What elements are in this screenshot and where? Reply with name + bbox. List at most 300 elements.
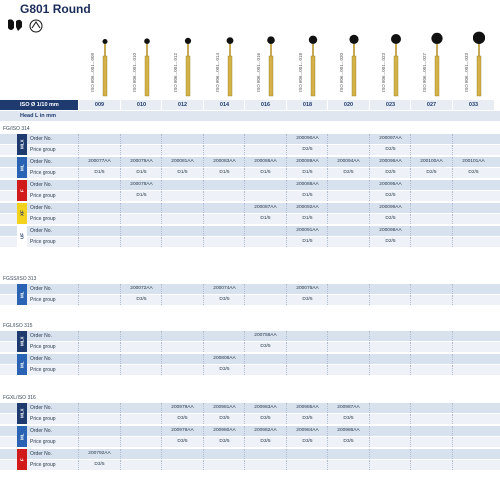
- table-cell: [244, 237, 286, 247]
- table-cell: [78, 226, 120, 236]
- table-cell: D3/5: [161, 437, 203, 447]
- iso-code-label: ISO 806...001...018: [298, 52, 303, 92]
- table-cell: [410, 180, 452, 190]
- table-cell: [78, 354, 120, 364]
- icon-bar: [6, 18, 66, 34]
- table-cell: [161, 145, 203, 155]
- iso-size-row: [0, 100, 500, 110]
- table-cell: [203, 214, 245, 224]
- row-label: Order No.: [30, 136, 52, 142]
- iso-size-033: 033: [452, 100, 494, 110]
- table-cell: [452, 134, 494, 144]
- table-cell: 200087AA: [244, 203, 286, 213]
- table-cell: 200088AA: [286, 180, 328, 190]
- table-cell: [410, 134, 452, 144]
- table-cell: [410, 295, 452, 305]
- table-cell: [120, 145, 162, 155]
- table-cell: [452, 403, 494, 413]
- table-cell: [120, 342, 162, 352]
- table-cell: 200099AA: [369, 203, 411, 213]
- table-cell: [452, 237, 494, 247]
- table-cell: [120, 365, 162, 375]
- table-row: [0, 214, 500, 224]
- table-cell: 200086AA: [244, 157, 286, 167]
- table-cell: [78, 414, 120, 424]
- row-label: Price group: [30, 462, 56, 468]
- table-cell: 200098AA: [369, 226, 411, 236]
- table-cell: [410, 191, 452, 201]
- table-cell: D2/5: [369, 237, 411, 247]
- table-cell: [78, 134, 120, 144]
- table-cell: [161, 203, 203, 213]
- bur-illustration-020: [348, 26, 360, 98]
- table-row: [0, 414, 500, 424]
- table-cell: 200074AA: [203, 284, 245, 294]
- table-cell: D3/5: [203, 365, 245, 375]
- table-cell: D3/5: [327, 437, 369, 447]
- row-label: Price group: [30, 416, 56, 422]
- table-cell: [244, 226, 286, 236]
- bur-illustration-027: [431, 26, 443, 98]
- table-cell: 200978AA: [161, 426, 203, 436]
- table-cell: [161, 214, 203, 224]
- table-cell: D3/5: [286, 295, 328, 305]
- table-cell: [410, 226, 452, 236]
- table-cell: [286, 365, 328, 375]
- table-cell: [203, 226, 245, 236]
- table-cell: 200097AA: [369, 134, 411, 144]
- table-cell: [410, 237, 452, 247]
- table-cell: [120, 460, 162, 470]
- table-cell: [369, 426, 411, 436]
- table-cell: [203, 449, 245, 459]
- table-cell: [327, 365, 369, 375]
- table-cell: [327, 284, 369, 294]
- table-cell: D2/5: [410, 168, 452, 178]
- table-cell: 200981AA: [203, 403, 245, 413]
- table-cell: 200077AA: [78, 157, 120, 167]
- table-cell: 200076AA: [286, 284, 328, 294]
- table-cell: [369, 403, 411, 413]
- table-cell: [452, 180, 494, 190]
- row-label: Order No.: [30, 182, 52, 188]
- table-cell: D1/5: [161, 168, 203, 178]
- table-cell: [78, 426, 120, 436]
- bur-illustration-018: [307, 26, 319, 98]
- table-cell: [244, 354, 286, 364]
- grit-tag: ML: [17, 157, 27, 178]
- table-row: [0, 331, 500, 341]
- table-cell: [369, 449, 411, 459]
- row-label: Price group: [30, 170, 56, 176]
- table-cell: 200980AA: [203, 426, 245, 436]
- table-cell: [203, 331, 245, 341]
- row-label: Order No.: [30, 159, 52, 165]
- table-cell: [369, 295, 411, 305]
- table-cell: 200081AA: [161, 157, 203, 167]
- table-cell: D2/5: [369, 168, 411, 178]
- table-cell: [161, 134, 203, 144]
- table-row: [0, 134, 500, 144]
- iso-size-023: 023: [369, 100, 411, 110]
- table-cell: [161, 449, 203, 459]
- table-row: [0, 295, 500, 305]
- table-cell: D3/5: [203, 414, 245, 424]
- table-cell: [452, 145, 494, 155]
- bur-illustration-016: [265, 26, 277, 98]
- table-row: [0, 284, 500, 294]
- table-cell: [203, 191, 245, 201]
- table-cell: [120, 214, 162, 224]
- table-cell: D3/5: [161, 414, 203, 424]
- table-cell: [203, 134, 245, 144]
- table-cell: [410, 460, 452, 470]
- table-row: [0, 365, 500, 375]
- iso-size-012: 012: [161, 100, 203, 110]
- table-row: [0, 403, 500, 413]
- grit-tag: F: [17, 449, 27, 470]
- table-cell: D3/5: [203, 437, 245, 447]
- table-cell: [78, 284, 120, 294]
- table-cell: [327, 449, 369, 459]
- table-cell: [244, 365, 286, 375]
- table-cell: 200094AA: [327, 157, 369, 167]
- table-cell: [161, 342, 203, 352]
- table-cell: [452, 226, 494, 236]
- row-label: Price group: [30, 216, 56, 222]
- table-cell: D3/5: [203, 295, 245, 305]
- table-cell: [161, 180, 203, 190]
- table-cell: D1/5: [286, 168, 328, 178]
- table-cell: [244, 284, 286, 294]
- table-cell: 200982AA: [244, 426, 286, 436]
- table-row: [0, 237, 500, 247]
- iso-size-020: 020: [327, 100, 369, 110]
- table-cell: [369, 354, 411, 364]
- page-title: [20, 2, 91, 16]
- table-cell: [369, 342, 411, 352]
- row-label: Price group: [30, 439, 56, 445]
- table-cell: D2/5: [452, 168, 494, 178]
- row-label: Price group: [30, 344, 56, 350]
- table-cell: [120, 403, 162, 413]
- table-row: [0, 449, 500, 459]
- table-cell: D3/5: [286, 437, 328, 447]
- table-cell: D2/5: [369, 191, 411, 201]
- table-cell: D3/5: [286, 414, 328, 424]
- table-cell: [369, 365, 411, 375]
- grit-tag: ML: [17, 354, 27, 375]
- table-cell: 200979AA: [161, 403, 203, 413]
- table-row: [0, 157, 500, 167]
- table-cell: [410, 342, 452, 352]
- iso-code-label: ISO 806...001...014: [215, 52, 220, 92]
- table-cell: [452, 460, 494, 470]
- table-cell: [369, 331, 411, 341]
- iso-code-label: ISO 806...001...033: [464, 52, 469, 92]
- table-cell: [452, 284, 494, 294]
- table-row: [0, 168, 500, 178]
- table-cell: [120, 331, 162, 341]
- table-cell: D3/5: [244, 414, 286, 424]
- table-cell: [286, 354, 328, 364]
- table-cell: [452, 191, 494, 201]
- grit-tag: F: [17, 180, 27, 201]
- table-cell: [120, 426, 162, 436]
- table-cell: [120, 354, 162, 364]
- iso-size-016: 016: [244, 100, 286, 110]
- table-cell: [244, 449, 286, 459]
- table-cell: [410, 354, 452, 364]
- table-cell: [452, 426, 494, 436]
- table-cell: D1/5: [120, 168, 162, 178]
- table-cell: [410, 426, 452, 436]
- table-cell: 200090AA: [286, 134, 328, 144]
- bur-illustration-033: [473, 26, 485, 98]
- table-cell: [369, 414, 411, 424]
- table-cell: [410, 331, 452, 341]
- section-label: FGSS/ISO 313: [3, 276, 37, 282]
- table-cell: D1/5: [120, 191, 162, 201]
- table-cell: [244, 145, 286, 155]
- table-cell: 200808AA: [203, 354, 245, 364]
- table-cell: D1/5: [286, 214, 328, 224]
- table-cell: [452, 331, 494, 341]
- iso-code-label: ISO 806...001...023: [381, 52, 386, 92]
- table-cell: D2/5: [369, 214, 411, 224]
- table-cell: [244, 191, 286, 201]
- table-cell: [120, 226, 162, 236]
- table-cell: [120, 414, 162, 424]
- table-cell: [161, 365, 203, 375]
- table-cell: [78, 237, 120, 247]
- table-cell: [203, 180, 245, 190]
- bur-illustration-012: [182, 26, 194, 98]
- table-cell: [410, 145, 452, 155]
- table-cell: [161, 226, 203, 236]
- table-cell: [161, 354, 203, 364]
- table-cell: 200101AA: [452, 157, 494, 167]
- table-cell: [410, 414, 452, 424]
- table-cell: [369, 437, 411, 447]
- iso-size-009: 009: [78, 100, 120, 110]
- table-cell: 200079AA: [120, 157, 162, 167]
- table-cell: [410, 449, 452, 459]
- table-row: [0, 342, 500, 352]
- table-cell: [369, 284, 411, 294]
- table-cell: 200100AA: [410, 157, 452, 167]
- iso-code-label: ISO 806...001...010: [132, 52, 137, 92]
- table-cell: [244, 134, 286, 144]
- iso-size-010: 010: [120, 100, 162, 110]
- table-cell: [452, 354, 494, 364]
- table-cell: [244, 460, 286, 470]
- section-label: FGXL/ISO 316: [3, 395, 36, 401]
- table-cell: [410, 214, 452, 224]
- table-cell: 200072AA: [120, 284, 162, 294]
- row-label: Order No.: [30, 451, 52, 457]
- section-label: FGL/ISO 315: [3, 323, 33, 329]
- table-cell: [452, 437, 494, 447]
- table-cell: [78, 145, 120, 155]
- table-cell: 200983AA: [244, 403, 286, 413]
- table-cell: D1/5: [78, 168, 120, 178]
- grit-tag: XF: [17, 203, 27, 224]
- table-cell: 200987AA: [327, 403, 369, 413]
- iso-code-label: ISO 806...001...020: [339, 52, 344, 92]
- table-row: [0, 203, 500, 213]
- table-cell: [286, 342, 328, 352]
- row-label: Order No.: [30, 228, 52, 234]
- table-cell: [120, 134, 162, 144]
- table-cell: [78, 437, 120, 447]
- grit-tag: MLX: [17, 331, 27, 352]
- table-cell: [327, 214, 369, 224]
- iso-code-label: ISO 806...001...016: [256, 52, 261, 92]
- table-cell: [161, 331, 203, 341]
- table-cell: [327, 354, 369, 364]
- table-cell: [78, 214, 120, 224]
- table-cell: [78, 203, 120, 213]
- table-cell: [203, 342, 245, 352]
- table-cell: [327, 295, 369, 305]
- row-label: Order No.: [30, 356, 52, 362]
- table-cell: D2/5: [369, 145, 411, 155]
- table-cell: [78, 342, 120, 352]
- table-cell: 200078AA: [120, 180, 162, 190]
- table-cell: D1/5: [286, 191, 328, 201]
- table-cell: [327, 226, 369, 236]
- table-cell: [452, 214, 494, 224]
- table-cell: [452, 342, 494, 352]
- bur-illustration-023: [390, 26, 402, 98]
- table-cell: [327, 342, 369, 352]
- table-cell: [286, 449, 328, 459]
- table-cell: 200984AA: [286, 426, 328, 436]
- table-cell: 200792AA: [78, 449, 120, 459]
- table-cell: D3/5: [78, 460, 120, 470]
- table-cell: D2/5: [327, 168, 369, 178]
- table-cell: [120, 237, 162, 247]
- table-row: [0, 354, 500, 364]
- iso-code-label: ISO 806...001...027: [422, 52, 427, 92]
- table-cell: [410, 403, 452, 413]
- row-label: Order No.: [30, 333, 52, 339]
- table-cell: 200089AA: [286, 157, 328, 167]
- grit-tag: MLX: [17, 403, 27, 424]
- table-cell: [327, 191, 369, 201]
- table-cell: [78, 180, 120, 190]
- table-cell: [203, 460, 245, 470]
- bur-illustration-014: [224, 26, 236, 98]
- table-row: [0, 145, 500, 155]
- table-cell: [203, 145, 245, 155]
- bur-illustration-010: [141, 26, 153, 98]
- table-cell: [327, 237, 369, 247]
- table-cell: [327, 203, 369, 213]
- table-row: [0, 426, 500, 436]
- table-row: [0, 437, 500, 447]
- table-cell: [410, 437, 452, 447]
- table-cell: [452, 203, 494, 213]
- table-cell: D3/5: [120, 295, 162, 305]
- iso-size-027: 027: [410, 100, 452, 110]
- grit-tag: ML: [17, 426, 27, 447]
- table-cell: D1/5: [203, 168, 245, 178]
- grit-tag: UF: [17, 226, 27, 247]
- row-label: Price group: [30, 147, 56, 153]
- table-cell: 200096AA: [369, 157, 411, 167]
- row-label: Price group: [30, 239, 56, 245]
- row-label: Price group: [30, 297, 56, 303]
- table-cell: [78, 331, 120, 341]
- table-cell: [161, 237, 203, 247]
- table-cell: D1/5: [244, 168, 286, 178]
- table-cell: [161, 295, 203, 305]
- grit-tag: MLX: [17, 134, 27, 155]
- table-cell: 200095AA: [369, 180, 411, 190]
- table-cell: [410, 284, 452, 294]
- table-cell: [78, 365, 120, 375]
- table-cell: [286, 331, 328, 341]
- table-cell: [203, 203, 245, 213]
- table-cell: 200091AA: [286, 226, 328, 236]
- table-cell: [161, 284, 203, 294]
- row-label: Order No.: [30, 286, 52, 292]
- table-cell: [410, 203, 452, 213]
- row-label: Price group: [30, 367, 56, 373]
- row-label: Price group: [30, 193, 56, 199]
- bur-illustration-009: [99, 26, 111, 98]
- table-cell: [78, 403, 120, 413]
- table-cell: D2/5: [286, 145, 328, 155]
- table-cell: [327, 331, 369, 341]
- row-label: Order No.: [30, 428, 52, 434]
- row-label: Order No.: [30, 405, 52, 411]
- table-cell: [327, 460, 369, 470]
- table-cell: [120, 449, 162, 459]
- table-cell: [452, 365, 494, 375]
- grit-tag: ML: [17, 284, 27, 305]
- fg-tool-icon: [26, 18, 46, 34]
- table-cell: [120, 437, 162, 447]
- table-cell: [78, 295, 120, 305]
- table-cell: [369, 460, 411, 470]
- table-cell: [161, 460, 203, 470]
- table-cell: D1/5: [244, 214, 286, 224]
- iso-code-label: ISO 806...001...012: [173, 52, 178, 92]
- table-cell: [286, 460, 328, 470]
- table-cell: 200092AA: [286, 203, 328, 213]
- product-code: G801: [20, 2, 50, 16]
- iso-size-header: ISO Ø 1/10 mm: [0, 100, 78, 110]
- table-cell: [244, 180, 286, 190]
- table-cell: D3/5: [244, 342, 286, 352]
- table-cell: [452, 449, 494, 459]
- table-row: [0, 191, 500, 201]
- table-cell: [120, 203, 162, 213]
- table-cell: [410, 365, 452, 375]
- row-label: Order No.: [30, 205, 52, 211]
- table-cell: 200758AA: [244, 331, 286, 341]
- iso-code-label: ISO 806...001...009: [90, 52, 95, 92]
- table-cell: 200986AA: [327, 426, 369, 436]
- head-length-header: Head L in mm: [20, 113, 56, 119]
- table-row: [0, 180, 500, 190]
- table-cell: D1/5: [286, 237, 328, 247]
- table-cell: [327, 180, 369, 190]
- iso-size-018: 018: [286, 100, 328, 110]
